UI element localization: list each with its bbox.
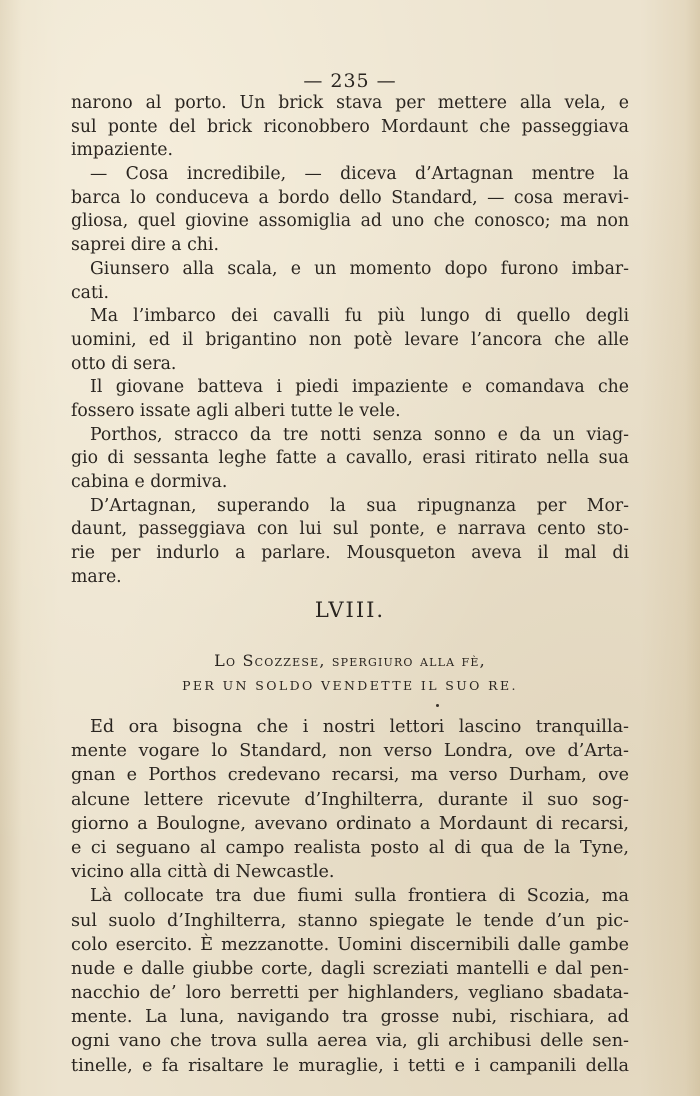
text-line: Giunsero alla scala, e un momento dopo furono imbar- <box>90 258 629 279</box>
text-line: vicino alla città di Newcastle. <box>71 862 335 883</box>
chapter-number: LVIII. <box>314 598 386 622</box>
text-line: gio di sessanta leghe fatte a cavallo, erasi ritirato nella sua <box>71 448 629 469</box>
text-line: gnan e Porthos credevano recarsi, ma verso Durham, ove <box>71 765 629 786</box>
text-section-chapter-body <box>71 715 629 1078</box>
text-line: uomini, ed il brigantino non potè levare l’ancora che alle <box>71 329 629 350</box>
text-line: colo esercito. È mezzanotte. Uomini discernibili dalle gambe <box>71 934 629 955</box>
text-line: rie per indurlo a parlare. Mousqueton aveva il mal di <box>71 543 629 564</box>
text-line: nacchio de’ loro berretti per highlanders, vegliano sbadata- <box>71 983 629 1004</box>
text-line: giorno a Boulogne, avevano ordinato a Mordaunt di recarsi, <box>71 813 629 834</box>
text-line: Porthos, stracco da tre notti senza sonno e da un viag- <box>90 424 629 445</box>
text-line: Là collocate tra due fiumi sulla frontiera di Scozia, ma <box>90 886 629 907</box>
text-line: barca lo conduceva a bordo dello Standard, — cosa meravi- <box>71 187 629 208</box>
text-line: ogni vano che trova sulla aerea via, gli archibusi delle sen- <box>71 1031 629 1052</box>
text-line: gliosa, quel giovine assomiglia ad uno che conosco; ma non <box>71 211 629 232</box>
page-number: — 235 — <box>303 70 397 92</box>
text-line: narono al porto. Un brick stava per mettere alla vela, e <box>71 93 629 113</box>
ornament-dot <box>436 704 439 707</box>
text-line: alcune lettere ricevute d’Inghilterra, durante il suo sog- <box>71 789 629 810</box>
chapter-title-line-2: PER UN SOLDO VENDETTE IL SUO RE. <box>182 678 518 693</box>
text-line: impaziente. <box>71 140 173 161</box>
text-section-before-chapter <box>71 92 629 589</box>
text-line: — Cosa incredibile, — diceva d’Artagnan mentre la <box>90 164 629 185</box>
text-line: otto di sera. <box>71 353 177 374</box>
text-line: tinelle, e fa risaltare le muraglie, i tetti e i campanili della <box>71 1055 629 1076</box>
text-line: cabina e dormiva. <box>71 472 228 492</box>
text-line: saprei dire a chi. <box>71 235 219 256</box>
text-line: fossero issate agli alberi tutte le vele. <box>71 400 401 421</box>
text-line: daunt, passeggiava con lui sul ponte, e narrava cento sto- <box>71 519 629 540</box>
chapter-title-line-1: Lo Scozzese, spergiuro alla fè, <box>214 651 486 670</box>
text-line: mare. <box>71 566 122 587</box>
text-line: sul ponte del brick riconobbero Mordaunt che passeggiava <box>71 116 629 137</box>
text-line: e ci seguano al campo realista posto al di qua de la Tyne, <box>71 837 629 858</box>
text-line: mente. La luna, navigando tra grosse nubi, rischiara, ad <box>71 1007 629 1028</box>
text-line: mente vogare lo Standard, non verso Londra, ove d’Arta- <box>71 741 629 762</box>
text-line: sul suolo d’Inghilterra, stanno spiegate le tende d’un pic- <box>71 910 629 931</box>
text-line: D’Artagnan, superando la sua ripugnanza per Mor- <box>90 495 629 516</box>
text-line: Ed ora bisogna che i nostri lettori lascino tranquilla- <box>90 717 629 737</box>
text-line: Ma l’imbarco dei cavalli fu più lungo di quello degli <box>90 306 629 327</box>
text-line: cati. <box>71 282 109 303</box>
text-line: nude e dalle giubbe corte, dagli screziati mantelli e dal pen- <box>71 958 629 979</box>
text-line: Il giovane batteva i piedi impaziente e comandava che <box>90 377 629 398</box>
